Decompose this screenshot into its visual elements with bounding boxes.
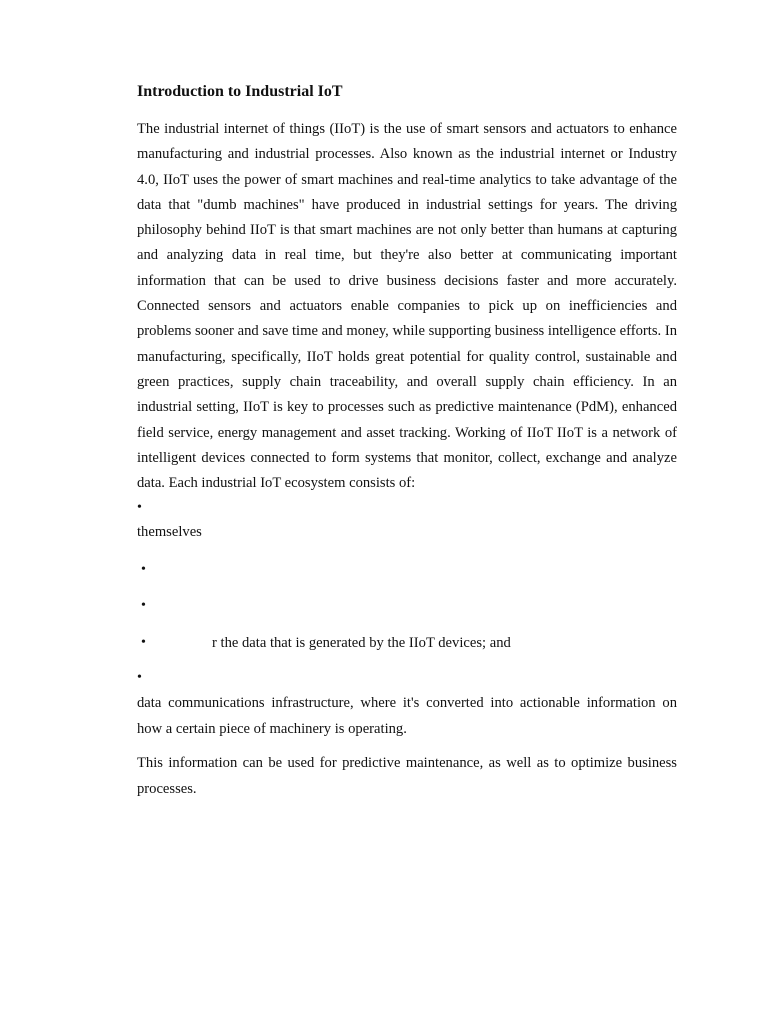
bullet-marker: • <box>141 562 146 577</box>
bullet-marker: • <box>141 598 146 613</box>
fragment-themselves: themselves <box>137 524 202 540</box>
intro-paragraph: The industrial internet of things (IIoT) is the use of smart sensors and actuators to enhance manufacturing and industrial processes. Also known as the industrial internet or Industry 4.0, IIoT uses the power of smart machines and real-time analytics to take advantage of the data that "dumb machines" have produced in industrial settings for years. The driving philosophy behind IIoT is that smart machines are not only better than humans at capturing and analyzing data in real time, but they're also better at communicating important information that can be used to drive business decisions faster and more accurately. Connected sensors and actuators enable companies to pick up on inefficiencies and problems sooner and save time and money, while supporting business intelligence efforts. In manufacturing, specifically, IIoT holds great potential for quality control, sustainable and green practices, supply chain traceability, and overall supply chain efficiency. In an industrial setting, IIoT is key to processes such as predictive maintenance (PdM), enhanced field service, energy management and asset tracking. Working of IIoT IIoT is a network of intelligent devices connected to form systems that monitor, collect, exchange and analyze data. Each industrial IoT ecosystem consists of: <box>137 121 677 492</box>
bullet-marker: • <box>141 635 146 650</box>
bullet-marker: • <box>137 670 142 685</box>
bullet-marker: • <box>137 500 142 515</box>
document-title: Introduction to Industrial IoT <box>137 83 343 100</box>
closing-paragraph: data communications infrastructure, where it's converted into actionable information on how a certain piece of machinery is operating. <box>137 695 677 737</box>
final-paragraph: This information can be used for predictive maintenance, as well as to optimize business processes. <box>137 755 677 797</box>
bullet-item-text: r the data that is generated by the IIoT devices; and <box>212 635 511 651</box>
